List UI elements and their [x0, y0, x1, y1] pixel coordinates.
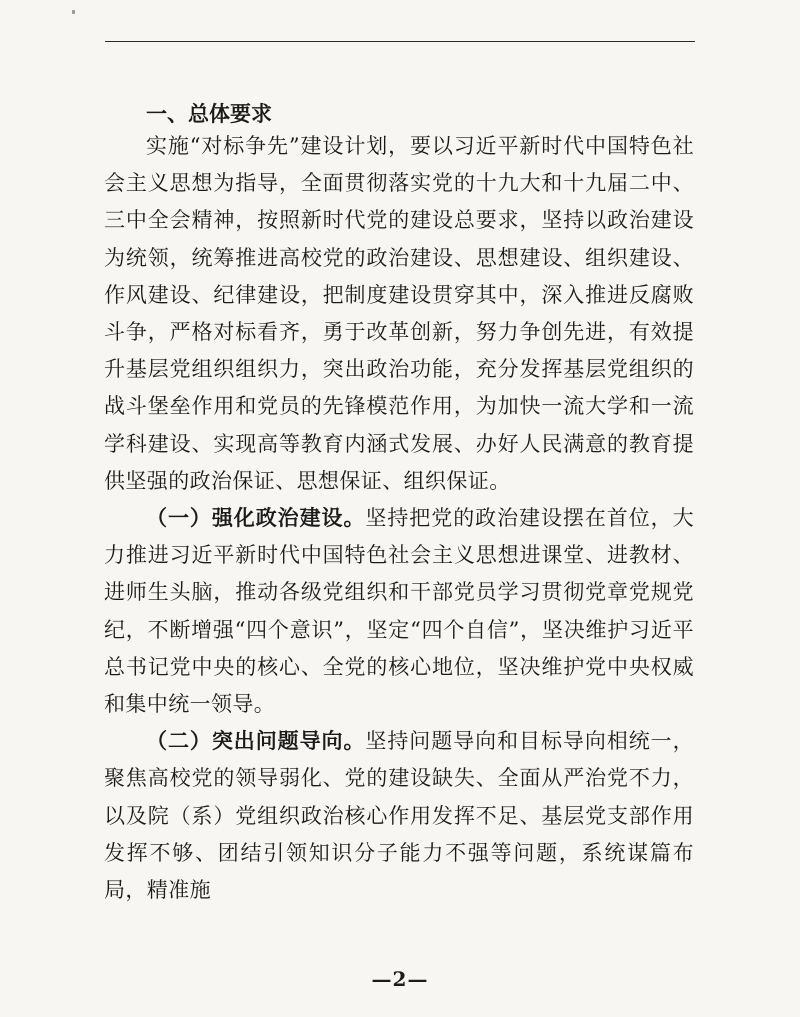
- header-rule: [105, 41, 695, 42]
- paragraph-political-building-text: 坚持把党的政治建设摆在首位，大力推进习近平新时代中国特色社会主义思想进课堂、进教材、进师生头脑，推动各级党组织和干部党员学习贯彻党章党规党纪，不断增强“四个意识”，坚定“四个自信”，坚决维护习近平总书记党中央的核心、全党的核心地位，坚决维护党中央权威和集中统一领导。: [104, 506, 695, 717]
- document-body: [104, 100, 694, 909]
- paragraph-problem-orientation-text: 坚持问题导向和目标导向相统一，聚焦高校党的领导弱化、党的建设缺失、全面从严治党不力，以及院（系）党组织政治核心作用发挥不足、基层党支部作用发挥不够、团结引领知识分子能力不强等问题，系统谋篇布局，精准施: [104, 729, 695, 903]
- paragraph-problem-orientation: [104, 723, 694, 909]
- paragraph-political-building-lead: （一）强化政治建设。: [146, 506, 366, 531]
- margin-mark: [72, 10, 75, 14]
- paragraph-problem-orientation-lead: （二）突出问题导向。: [146, 729, 366, 754]
- section-heading: 一、总体要求: [146, 102, 272, 126]
- paragraph-overview-text: 实施“对标争先”建设计划，要以习近平新时代中国特色社会主义思想为指导，全面贯彻落实党的十九大和十九届二中、三中全会精神，按照新时代党的建设总要求，坚持以政治建设为统领，统筹推进高校党的政治建设、思想建设、组织建设、作风建设、纪律建设，把制度建设贯穿其中，深入推进反腐败斗争，严格对标看齐，勇于改革创新，努力争创先进，有效提升基层党组织组织力，突出政治功能，充分发挥基层党组织的战斗堡垒作用和党员的先锋模范作用，为加快一流大学和一流学科建设、实现高等教育内涵式发展、办好人民满意的教育提供坚强的政治保证、思想保证、组织保证。: [104, 134, 694, 493]
- paragraph-political-building: [104, 500, 694, 723]
- paragraph-overview: [104, 128, 694, 500]
- page-number: —2—: [371, 967, 429, 991]
